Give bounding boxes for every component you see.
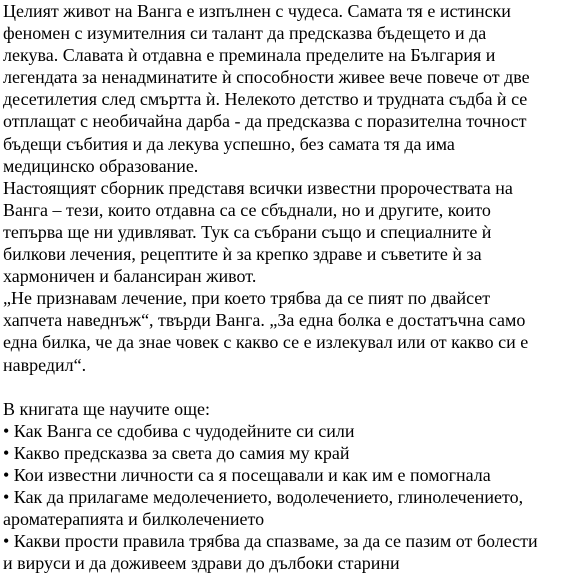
- text-line: десетилетия след смъртта ѝ. Нелекото детство и трудната съдба ѝ се: [3, 89, 528, 110]
- text-line: една билка, че да знае човек с какво се е излекувал или от какво си е: [3, 332, 529, 353]
- list-item-continuation: и вируси и да доживеем здрави до дълбоки старини: [3, 553, 400, 574]
- text-line: Настоящият сборник представя всички известни пророчествата на: [3, 177, 513, 198]
- text-line: медицинско образование.: [3, 155, 199, 176]
- text-line: Ванга – тези, които отдавна са се сбъднали, но и другите, които: [3, 199, 491, 220]
- paragraph-quote: [3, 287, 576, 375]
- text-line: феномен с изумителния си талант да предсказва бъдещето и да: [3, 23, 487, 44]
- text-line: отплащат с необичайна дарба - да предсказва с поразителна точност: [3, 111, 527, 132]
- text-line: лекува. Славата ѝ отдавна е преминала пределите на България и: [3, 45, 496, 66]
- text-line: тепърва ще ни удивляват. Тук са събрани също и специалните ѝ: [3, 221, 492, 242]
- list-item: • Как да прилагаме медолечението, водолечението, глинолечението,: [3, 487, 524, 508]
- text-line: хармоничен и балансиран живот.: [3, 266, 257, 287]
- text-line: билкови лечения, рецептите ѝ за крепко здраве и съветите ѝ за: [3, 244, 482, 265]
- list-item-continuation: ароматерапията и билколечението: [3, 509, 265, 530]
- list-item: • Кои известни личности са я посещавали и как им е помогнала: [3, 464, 491, 485]
- paragraph-book-contents: [3, 398, 576, 574]
- text-line: легендата за ненадминатите ѝ способности живее вече повече от две: [3, 67, 530, 88]
- text-line: Целият живот на Ванга е изпълнен с чудеса. Самата тя е истински: [3, 1, 511, 21]
- paragraph-spacer: [3, 376, 576, 398]
- paragraph-collection: [3, 177, 576, 287]
- list-item: • Какви прости правила трябва да спазваме, за да се пазим от болести: [3, 531, 538, 552]
- list-heading: В книгата ще научите още:: [3, 398, 210, 419]
- list-item: • Какво предсказва за света до самия му край: [3, 442, 350, 463]
- text-line: навредил“.: [3, 354, 87, 375]
- paragraph-intro: [3, 0, 576, 177]
- list-item: • Как Ванга се сдобива с чудодейните си сили: [3, 420, 355, 441]
- text-line: бъдещи събития и да лекува успешно, без самата тя да има: [3, 133, 455, 154]
- text-line: хапчета наведнъж“, твърди Ванга. „За една болка е достатъчна само: [3, 310, 526, 331]
- text-line: „Не признавам лечение, при което трябва да се пият по двайсет: [3, 288, 491, 309]
